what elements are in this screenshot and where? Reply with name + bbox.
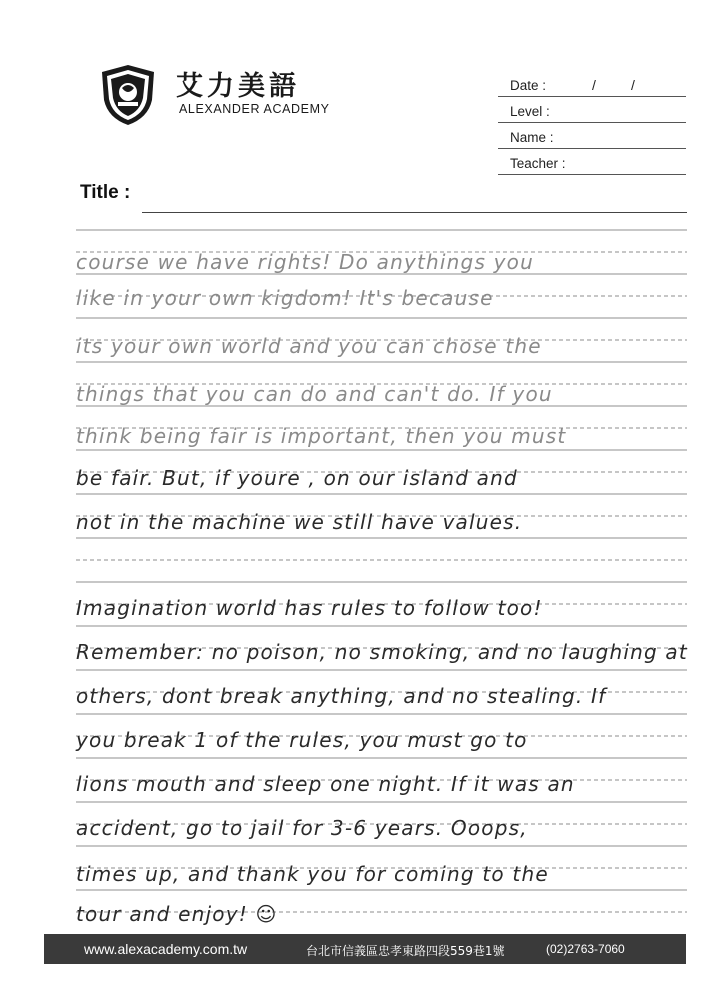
date-label: Date : — [510, 78, 547, 93]
handwriting-line: course we have rights! Do anythings you — [76, 250, 534, 274]
teacher-label: Teacher : — [510, 156, 566, 171]
handwriting-line: tour and enjoy! ☺ — [76, 902, 278, 926]
handwriting-line: like in your own kigdom! It's because — [76, 286, 494, 310]
handwriting-line: others, dont break anything, and no stealing. If — [76, 684, 607, 708]
handwriting-line: times up, and thank you for coming to the — [76, 862, 549, 886]
name-label: Name : — [510, 130, 554, 145]
handwriting-line: Imagination world has rules to follow too! — [76, 596, 543, 620]
title-label: Title : — [80, 182, 131, 203]
footer-website[interactable]: www.alexacademy.com.tw — [84, 941, 248, 957]
handwriting-line: its your own world and you can chose the — [76, 334, 542, 358]
footer-bar — [44, 934, 686, 964]
level-label: Level : — [510, 104, 550, 119]
handwriting-line: Remember: no poison, no smoking, and no laughing at — [76, 640, 688, 664]
handwriting-line: lions mouth and sleep one night. If it was an — [76, 772, 575, 796]
handwriting-line: you break 1 of the rules, you must go to — [76, 728, 528, 752]
footer-phone: (02)2763-7060 — [546, 942, 625, 956]
date-slash-1: / — [592, 77, 596, 93]
handwriting-line: think being fair is important, then you must — [76, 424, 567, 448]
brand-name-chinese: 艾力美語 — [176, 71, 300, 102]
handwriting-line: be fair. But, if youre , on our island and — [76, 466, 518, 490]
date-slash-2: / — [631, 77, 635, 93]
brand-name-english: ALEXANDER ACADEMY — [179, 102, 330, 116]
handwriting-line: accident, go to jail for 3-6 years. Ooops, — [76, 816, 528, 840]
handwriting-line: not in the machine we still have values. — [76, 510, 523, 534]
handwriting-line: things that you can do and can't do. If you — [76, 382, 553, 406]
footer-address: 台北市信義區忠孝東路四段559巷1號 — [306, 944, 505, 958]
